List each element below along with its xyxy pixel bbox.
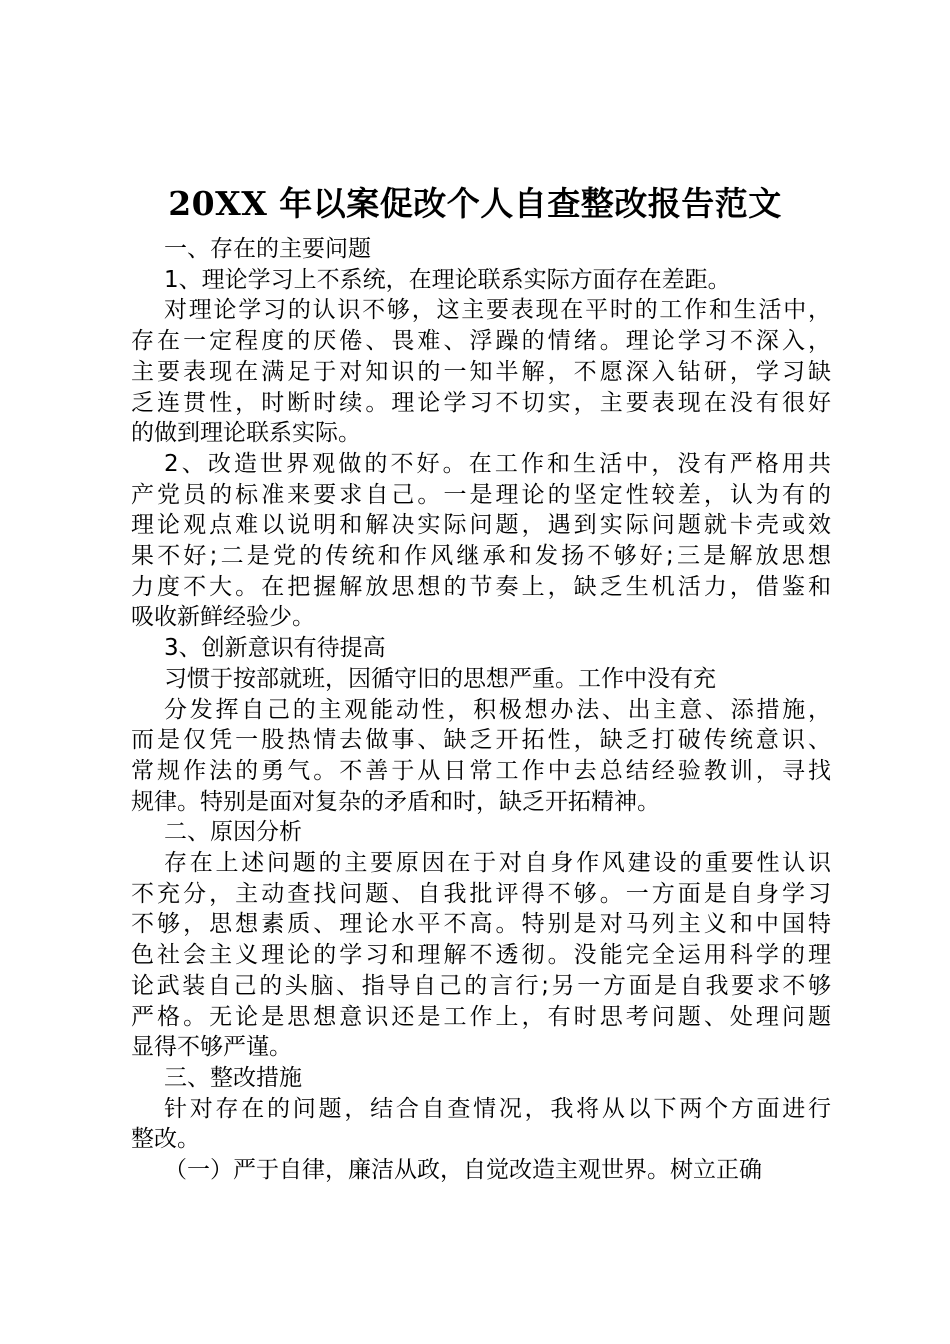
text-line: 对理论学习的认识不够，这主要表现在平时的工作和生活中，: [164, 297, 831, 324]
text-line: 显得不够严谨。: [131, 1034, 292, 1061]
text-line: （一）严于自律，廉洁从政，自觉改造主观世界。树立正确: [164, 1157, 762, 1184]
text-line: 不充分，主动查找问题、自我批评得不够。一方面是自身学习: [131, 880, 831, 907]
paragraph: [131, 848, 831, 1063]
paragraph: [131, 265, 831, 296]
text-line: 分发挥自己的主观能动性，积极想办法、出主意、添措施，: [164, 696, 831, 723]
text-line: 而是仅凭一股热情去做事、缺乏开拓性，缺乏打破传统意识、: [131, 727, 831, 754]
text-line: 2、改造世界观做的不好。在工作和生活中，没有严格用共: [164, 450, 831, 477]
text-line: 的做到理论联系实际。: [131, 420, 361, 447]
document-body: [131, 234, 831, 1186]
text-line: 吸收新鲜经验少。: [131, 604, 315, 631]
text-line: 力度不大。在把握解放思想的节奏上，缺乏生机活力，借鉴和: [131, 573, 831, 600]
text-line: 习惯于按部就班，因循守旧的思想严重。工作中没有充: [164, 665, 716, 692]
paragraph: [131, 695, 831, 818]
text-line: 针对存在的问题，结合自查情况，我将从以下两个方面进行: [164, 1095, 831, 1122]
text-line: 1、理论学习上不系统，在理论联系实际方面存在差距。: [164, 266, 731, 293]
section-heading: [131, 234, 831, 265]
section-heading: [131, 817, 831, 848]
paragraph: [131, 449, 831, 633]
text-line: 三、整改措施: [164, 1064, 302, 1091]
text-line: 存在一定程度的厌倦、畏难、浮躁的情绪。理论学习不深入，: [131, 328, 831, 355]
text-line: 二、原因分析: [164, 819, 302, 846]
text-line: 理论观点难以说明和解决实际问题，遇到实际问题就卡壳或效: [131, 512, 831, 539]
text-line: 色社会主义理论的学习和理解不透彻。没能完全运用科学的理: [131, 942, 831, 969]
text-line: 存在上述问题的主要原因在于对自身作风建设的重要性认识: [164, 850, 831, 877]
paragraph: [131, 1155, 831, 1186]
text-line: 一、存在的主要问题: [164, 236, 371, 262]
text-line: 3、创新意识有待提高: [164, 635, 386, 662]
text-line: 整改。: [131, 1126, 200, 1153]
paragraph: [131, 664, 831, 695]
text-line: 严格。无论是思想意识还是工作上，有时思考问题、处理问题: [131, 1003, 831, 1030]
section-heading: [131, 1063, 831, 1094]
text-line: 果不好;二是党的传统和作风继承和发扬不够好;三是解放思想: [131, 543, 831, 570]
text-line: 不够，思想素质、理论水平不高。特别是对马列主义和中国特: [131, 911, 831, 938]
paragraph: [131, 633, 831, 664]
text-line: 规律。特别是面对复杂的矛盾和时，缺乏开拓精神。: [131, 788, 660, 815]
text-line: 主要表现在满足于对知识的一知半解，不愿深入钻研，学习缺: [131, 358, 831, 385]
text-line: 产党员的标准来要求自己。一是理论的坚定性较差，认为有的: [131, 481, 831, 508]
paragraph: [131, 1094, 831, 1155]
document-title: 20XX 年以案促改个人自查整改报告范文: [168, 184, 782, 223]
paragraph: [131, 295, 831, 449]
text-line: 常规作法的勇气。不善于从日常工作中去总结经验教训，寻找: [131, 757, 831, 784]
text-line: 乏连贯性，时断时续。理论学习不切实，主要表现在没有很好: [131, 389, 831, 416]
text-line: 论武装自己的头脑、指导自己的言行;另一方面是自我要求不够: [131, 972, 831, 999]
